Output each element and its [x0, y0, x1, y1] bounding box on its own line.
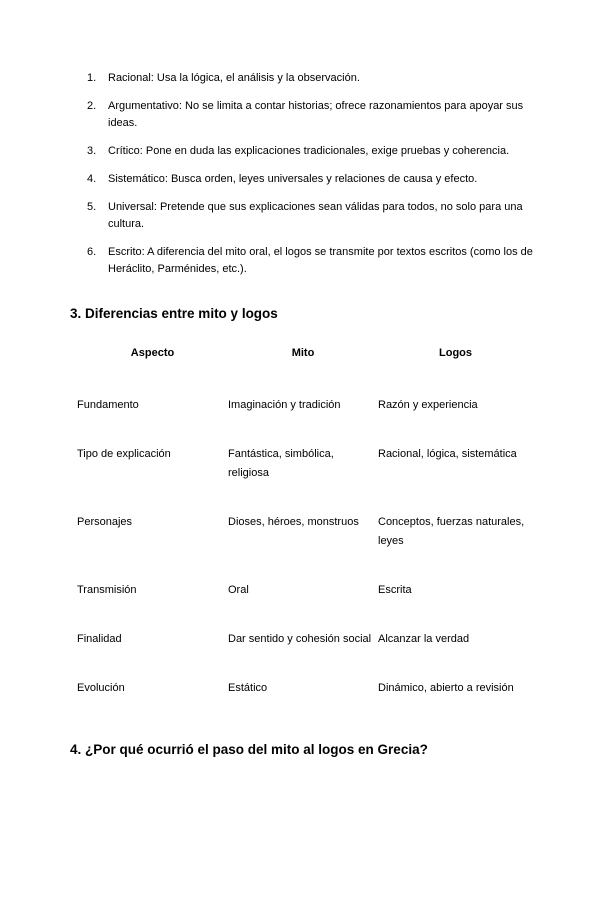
table-cell: Evolución	[77, 682, 125, 694]
table-cell: Conceptos, fuerzas naturales, leyes	[378, 516, 525, 547]
document-page	[0, 70, 600, 918]
list-item-number: 5.	[87, 201, 97, 213]
list-item-text: Sistemático: Busca orden, leyes universales y relaciones de causa y efecto.	[108, 173, 478, 185]
table-header-cell: Aspecto	[130, 347, 175, 359]
list-item-number: 6.	[87, 246, 97, 258]
list-item	[87, 143, 600, 160]
list-item-number: 4.	[87, 173, 97, 185]
table-cell: Imaginación y tradición	[228, 399, 341, 411]
list-item-number: 3.	[87, 145, 97, 157]
table-cell: Escrita	[378, 584, 412, 596]
table-cell: Dioses, héroes, monstruos	[228, 516, 359, 528]
table-cell: Transmisión	[77, 584, 137, 596]
table-cell: Razón y experiencia	[378, 399, 478, 411]
list-item	[87, 244, 600, 278]
list-item-text: Racional: Usa la lógica, el análisis y la observación.	[108, 72, 360, 84]
table-cell: Fundamento	[77, 399, 139, 411]
table-cell: Personajes	[77, 516, 133, 528]
section-3-heading: 3. Diferencias entre mito y logos	[70, 306, 278, 321]
list-item	[87, 171, 600, 188]
table-cell: Alcanzar la verdad	[378, 633, 470, 645]
table-cell: Finalidad	[77, 633, 122, 645]
table-cell: Racional, lógica, sistemática	[378, 448, 517, 460]
table-cell: Tipo de explicación	[77, 448, 171, 460]
list-item	[87, 98, 600, 132]
list-item-text: Escrito: A diferencia del mito oral, el logos se transmite por textos escritos (como los de Heráclito, Parménides, etc.).	[108, 246, 533, 275]
list-item-text: Universal: Pretende que sus explicaciones sean válidas para todos, no solo para una cultura.	[108, 201, 523, 230]
list-item-number: 1.	[87, 72, 97, 84]
list-item	[87, 70, 600, 87]
table-cell: Oral	[228, 584, 249, 596]
table-cell: Dinámico, abierto a revisión	[378, 682, 514, 694]
comparison-table	[77, 344, 600, 728]
list-item-number: 2.	[87, 100, 97, 112]
table-header-cell: Logos	[439, 347, 472, 359]
list-item	[87, 199, 600, 233]
table-cell: Dar sentido y cohesión social	[228, 633, 372, 645]
table-cell: Estático	[228, 682, 268, 694]
table-header-cell: Mito	[291, 347, 315, 359]
table-cell: Fantástica, simbólica, religiosa	[228, 448, 334, 479]
list-item-text: Crítico: Pone en duda las explicaciones tradicionales, exige pruebas y coherencia.	[108, 145, 510, 157]
section-4-heading: 4. ¿Por qué ocurrió el paso del mito al logos en Grecia?	[70, 742, 428, 757]
list-item-text: Argumentativo: No se limita a contar historias; ofrece razonamientos para apoyar sus ideas.	[108, 100, 524, 129]
numbered-list	[87, 70, 600, 278]
